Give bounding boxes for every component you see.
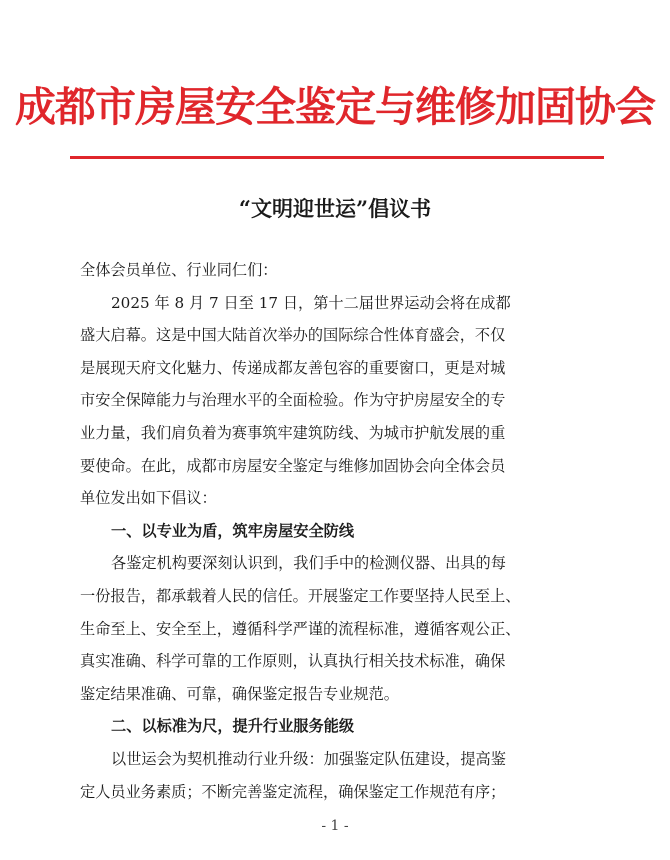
salutation: 全体会员单位、行业同仁们： — [80, 261, 278, 279]
section-2-paragraph — [80, 743, 590, 808]
paragraph-line: 一份报告，都承载着人民的信任。开展鉴定工作要坚持人民至上、 — [80, 586, 521, 605]
paragraph-line: 2025 年 8 月 7 日至 17 日，第十二届世界运动会将在成都 — [111, 293, 511, 312]
paragraph-line: 鉴定结果准确、可靠，确保鉴定报告专业规范。 — [80, 684, 399, 703]
page-number: - 1 - — [321, 818, 349, 834]
paragraph-line: 单位发出如下倡议： — [80, 489, 217, 508]
section-1-paragraph — [80, 547, 590, 710]
paragraph-line: 真实准确、科学可靠的工作原则，认真执行相关技术标准，确保 — [80, 652, 506, 671]
letterhead-organization-name: 成都市房屋安全鉴定与维修加固协会 — [15, 83, 655, 131]
document-title: “文明迎世运”倡议书 — [238, 196, 432, 221]
paragraph-line: 生命至上、安全至上，遵循科学严谨的流程标准，遵循客观公正、 — [80, 619, 521, 638]
section-heading-1: 一、以专业为盾，筑牢房屋安全防线 — [111, 521, 354, 540]
section-heading-2: 二、以标准为尺，提升行业服务能级 — [111, 717, 354, 736]
paragraph-line: 以世运会为契机推动行业升级：加强鉴定队伍建设，提高鉴 — [111, 749, 506, 768]
paragraph-line: 各鉴定机构要深刻认识到，我们手中的检测仪器、出具的每 — [111, 554, 506, 573]
paragraph-line: 定人员业务素质；不断完善鉴定流程，确保鉴定工作规范有序； — [80, 782, 506, 801]
document-body — [80, 254, 590, 808]
intro-paragraph — [80, 287, 590, 515]
paragraph-line: 要使命。在此，成都市房屋安全鉴定与维修加固协会向全体会员 — [80, 456, 506, 475]
letterhead-red-rule — [70, 156, 604, 159]
paragraph-line: 是展现天府文化魅力、传递成都友善包容的重要窗口，更是对城 — [80, 358, 506, 377]
paragraph-line: 市安全保障能力与治理水平的全面检验。作为守护房屋安全的专 — [80, 391, 506, 410]
paragraph-line: 盛大启幕。这是中国大陆首次举办的国际综合性体育盛会，不仅 — [80, 326, 506, 345]
paragraph-line: 业力量，我们肩负着为赛事筑牢建筑防线、为城市护航发展的重 — [80, 423, 506, 442]
